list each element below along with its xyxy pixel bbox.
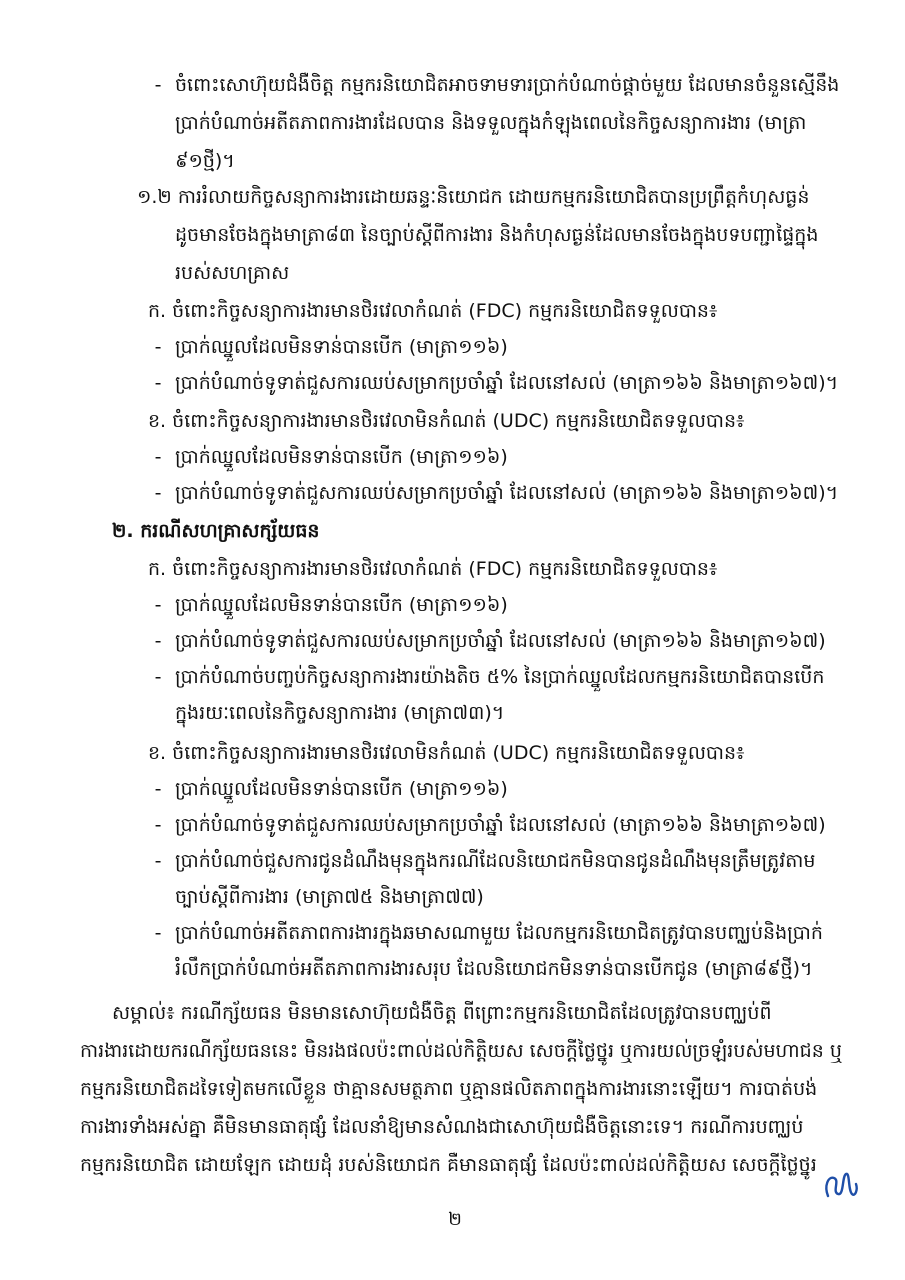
clause-heading: ក. ចំពោះកិច្ចសន្យាការងារមានថិរវេលាកំណត់ (FDC) កម្មករនិយោជិតទទួលបាន៖ [148, 558, 718, 580]
bullet-dash: - [154, 336, 162, 358]
list-item-continuation: ប្រាក់បំណាច់អតីតភាពការងារដែលបាន និងទទួលក្នុងកំឡុងពេលនៃកិច្ចសន្យាការងារ (មាត្រា [175, 112, 807, 134]
bullet-dash: - [154, 814, 162, 836]
subsection-heading-continuation: ដូចមានចែងក្នុងមាត្រា៨៣ នៃច្បាប់ស្ដីពីការងារ និងកំហុសធ្ងន់ដែលមានចែងក្នុងបទបញ្ជាផ្ទៃក្នុង [175, 224, 819, 246]
list-item-continuation: រំលឹកប្រាក់បំណាច់អតីតភាពការងារសរុប ដែលនិយោជកមិនទាន់បានបើកជូន (មាត្រា៨៩ថ្មី)។ [175, 958, 813, 980]
list-item: ប្រាក់បំណាច់ទូទាត់ជួសការឈប់សម្រាកប្រចាំឆ្នាំ ដែលនៅសល់ (មាត្រា១៦៦ និងមាត្រា១៦៧) [175, 630, 826, 652]
list-item: ប្រាក់បំណាច់អតីតភាពការងារក្នុងឆមាសណាមួយ ដែលកម្មករនិយោជិតត្រូវបានបញ្ឈប់និងប្រាក់ [175, 922, 823, 944]
note-paragraph-line: កម្មករនិយោជិតដទៃទៀតមកលើខ្លួន ថាគ្មានសមត្ថភាព ឬគ្មានផលិតភាពក្នុងការងារនោះឡើយ។ ការបាត់បង់ [80, 1078, 818, 1100]
bullet-dash: - [154, 446, 162, 468]
bullet-dash: - [154, 922, 162, 944]
bullet-dash: - [154, 630, 162, 652]
list-item: ចំពោះសោហ៊ុយជំងឺចិត្ត កម្មករនិយោជិតអាចទាមទារប្រាក់បំណាច់ផ្ដាច់មួយ ដែលមានចំនួនស្មើនឹង [175, 74, 840, 96]
bullet-dash: - [154, 482, 162, 504]
section-heading: ២. ករណីសហគ្រាសក្ស័យធន [112, 520, 320, 542]
page-number: ២ [448, 1209, 462, 1230]
list-item: ប្រាក់បំណាច់ទូទាត់ជួសការឈប់សម្រាកប្រចាំឆ្នាំ ដែលនៅសល់ (មាត្រា១៦៦ និងមាត្រា១៦៧)។ [175, 372, 839, 394]
clause-heading: ក. ចំពោះកិច្ចសន្យាការងារមានថិរវេលាកំណត់ (FDC) កម្មករនិយោជិតទទួលបាន៖ [148, 300, 718, 322]
clause-heading: ខ. ចំពោះកិច្ចសន្យាការងារមានថិរវេលាមិនកំណត់ (UDC) កម្មករនិយោជិតទទួលបាន៖ [148, 410, 745, 432]
handwritten-initials [818, 1166, 862, 1206]
bullet-dash: - [154, 594, 162, 616]
bullet-dash: - [154, 850, 162, 872]
bullet-dash: - [154, 372, 162, 394]
list-item-continuation: ក្នុងរយៈពេលនៃកិច្ចសន្យាការងារ (មាត្រា៧៣)។ [175, 702, 505, 724]
list-item: ប្រាក់ឈ្នួលដែលមិនទាន់បានបើក (មាត្រា១១៦) [175, 778, 508, 800]
clause-heading: ខ. ចំពោះកិច្ចសន្យាការងារមានថិរវេលាមិនកំណត់ (UDC) កម្មករនិយោជិតទទួលបាន៖ [148, 742, 745, 764]
list-item: ប្រាក់បំណាច់បញ្ចប់កិច្ចសន្យាការងារយ៉ាងតិច ៥% នៃប្រាក់ឈ្នួលដែលកម្មករនិយោជិតបានបើក [175, 666, 825, 688]
bullet-dash: - [154, 74, 162, 96]
subsection-heading: ១.២ ការរំលាយកិច្ចសន្យាការងារដោយឆន្ទៈនិយោជក ដោយកម្មករនិយោជិតបានប្រព្រឹត្តកំហុសធ្ងន់ [137, 186, 810, 208]
note-paragraph-line: កម្មករនិយោជិត ដោយឡែក ដោយដុំ របស់និយោជក គឺមានធាតុផ្សំ ដែលប៉ះពាល់ដល់កិត្តិយស សេចក្ដីថ្លៃថ្នូរ [80, 1154, 817, 1176]
subsection-heading-continuation: របស់សហគ្រាស [175, 262, 290, 284]
list-item-continuation: ៩១ថ្មី)។ [175, 150, 235, 172]
list-item: ប្រាក់បំណាច់ជួសការជូនដំណឹងមុនក្នុងករណីដែលនិយោជកមិនបានជូនដំណឹងមុនត្រឹមត្រូវតាម [175, 850, 816, 872]
list-item: ប្រាក់ឈ្នួលដែលមិនទាន់បានបើក (មាត្រា១១៦) [175, 336, 508, 358]
note-paragraph-line: ការងារទាំងអស់គ្នា គឺមិនមានធាតុផ្សំ ដែលនាំឱ្យមានសំណងជាសោហ៊ុយជំងឺចិត្តនោះទេ។ ករណីការបញ្ឈប់ [80, 1116, 804, 1138]
list-item: ប្រាក់បំណាច់ទូទាត់ជួសការឈប់សម្រាកប្រចាំឆ្នាំ ដែលនៅសល់ (មាត្រា១៦៦ និងមាត្រា១៦៧)។ [175, 482, 839, 504]
note-paragraph-line: ការងារដោយករណីក្ស័យធននេះ មិនរងផលប៉ះពាល់ដល់កិត្តិយស សេចក្ដីថ្លៃថ្នូរ ឬការយល់ច្រឡំរបស់មហាជន ឬ [80, 1040, 842, 1062]
bullet-dash: - [154, 666, 162, 688]
list-item: ប្រាក់ឈ្នួលដែលមិនទាន់បានបើក (មាត្រា១១៦) [175, 446, 508, 468]
list-item: ប្រាក់បំណាច់ទូទាត់ជួសការឈប់សម្រាកប្រចាំឆ្នាំ ដែលនៅសល់ (មាត្រា១៦៦ និងមាត្រា១៦៧) [175, 814, 826, 836]
list-item: ប្រាក់ឈ្នួលដែលមិនទាន់បានបើក (មាត្រា១១៦) [175, 594, 508, 616]
note-paragraph-line: សម្គាល់៖ ករណីក្ស័យធន មិនមានសោហ៊ុយជំងឺចិត្ត ពីព្រោះកម្មករនិយោជិតដែលត្រូវបានបញ្ឈប់ពី [112, 1002, 772, 1024]
list-item-continuation: ច្បាប់ស្ដីពីការងារ (មាត្រា៧៥ និងមាត្រា៧៧) [175, 886, 484, 908]
bullet-dash: - [154, 778, 162, 800]
